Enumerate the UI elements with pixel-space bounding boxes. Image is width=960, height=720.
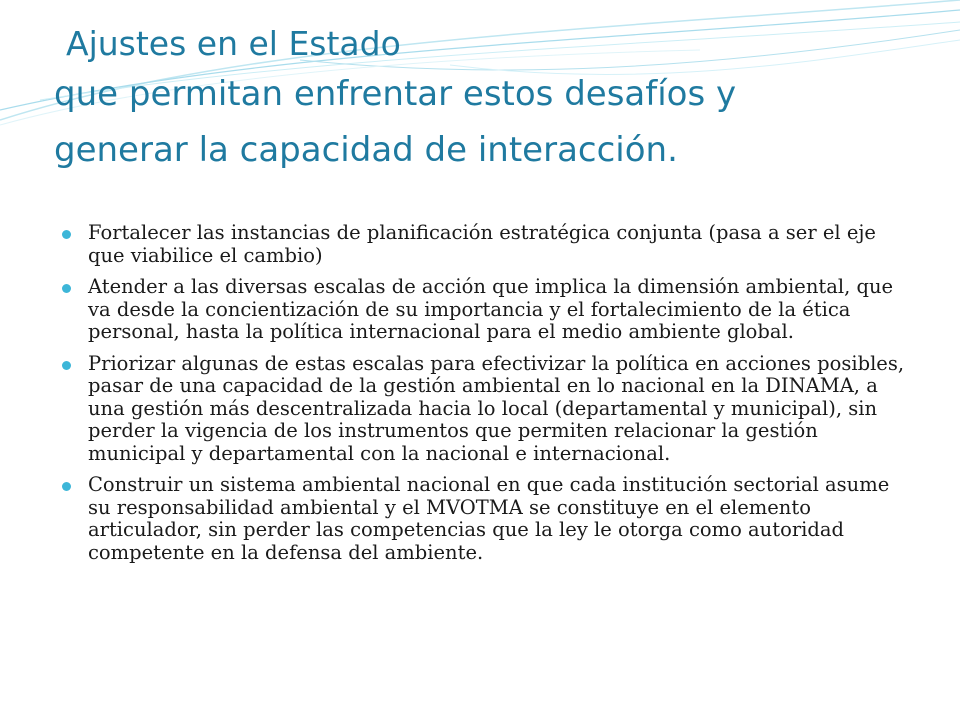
title-line-2: que permitan enfrentar estos desafíos y: [54, 74, 737, 114]
bullet-text: Fortalecer las instancias de planificación estratégica conjunta (pasa a ser el eje que viabilice el cambio): [88, 221, 876, 267]
title-line-1: Ajustes en el Estado: [66, 24, 401, 63]
bullet-dot-icon: [62, 284, 71, 293]
bullet-list: [62, 222, 912, 573]
bullet-item: [62, 276, 912, 344]
bullet-item: [62, 353, 912, 466]
slide-title: [54, 22, 926, 178]
bullet-text: Atender a las diversas escalas de acción que implica la dimensión ambiental, que va desde la concientización de su importancia y el fortalecimiento de la ética personal, hasta la política internacional para el medio ambiente global.: [88, 275, 894, 343]
bullet-dot-icon: [62, 482, 71, 491]
bullet-dot-icon: [62, 230, 71, 239]
bullet-dot-icon: [62, 361, 71, 370]
title-line-3: generar la capacidad de interacción.: [54, 130, 678, 170]
bullet-text: Priorizar algunas de estas escalas para efectivizar la política en acciones posibles, pasar de una capacidad de la gestión ambiental en lo nacional en la DINAMA, a una gestión más descentralizada hacia lo local (departamental y municipal), sin perder la vigencia de los instrumentos que permiten relacionar la gestión municipal y departamental con la nacional e internacional.: [88, 351, 905, 465]
bullet-text: Construir un sistema ambiental nacional en que cada institución sectorial asume su responsabilidad ambiental y el MVOTMA se constituye en el elemento articulador, sin perder las competencias que la ley le otorga como autoridad competente en la defensa del ambiente.: [88, 473, 890, 564]
bullet-item: [62, 222, 912, 267]
bullet-item: [62, 474, 912, 564]
